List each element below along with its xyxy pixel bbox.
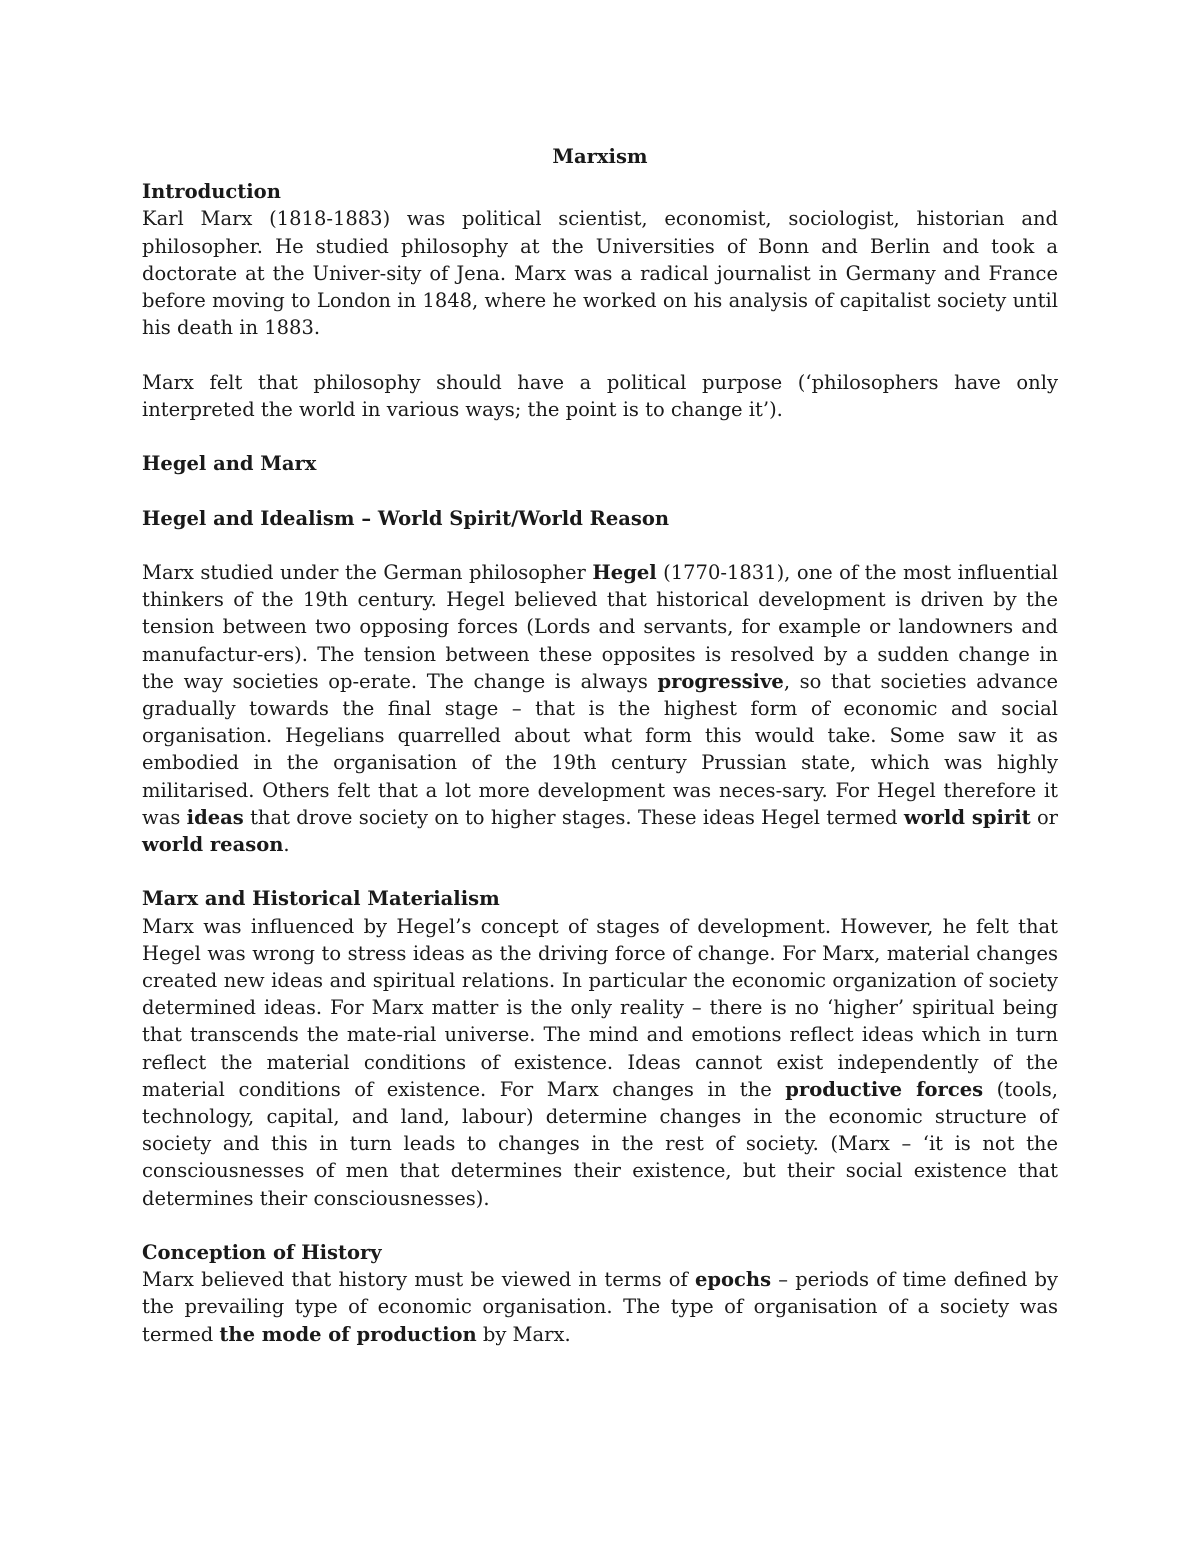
spacer <box>142 423 1058 450</box>
text-run: (tools, technology, capital, and land, labour) determine changes in the economic structure of society and this in turn leads to changes in the rest of society. (Marx – ‘it is not the consciousnesses of men that determines their existence, but their social existence that determines their consciousnesses). <box>142 1077 1058 1210</box>
bold-term-mode-of-production: the mode of production <box>219 1322 477 1346</box>
paragraph-hegel-idealism <box>142 559 1058 858</box>
section-heading-introduction: Introduction <box>142 180 281 204</box>
bold-term-productive-forces: productive forces <box>785 1077 984 1101</box>
section-heading-historical-materialism: Marx and Historical Materialism <box>142 887 500 911</box>
text-run: , so that societies advance gradually towards the final stage – that is the highest form of economic and social organisation. Hegelians quarrelled about what form this would take. Some saw it as embodied in the organisation of the 19th century Prussian state, which was highly militarised. Others felt that a lot more development was neces-sary. For Hegel therefore it was <box>142 669 1058 829</box>
spacer <box>142 1212 1058 1239</box>
paragraph-historical-materialism <box>142 913 1058 1212</box>
text-run: that drove society on to higher stages. These ideas Hegel termed <box>243 805 904 829</box>
text-run: Marx was influenced by Hegel’s concept of stages of development. However, he felt that Hegel was wrong to stress ideas as the driving force of change. For Marx, material changes created new ideas and spiritual relations. In particular the economic organization of society determined ideas. For Marx matter is the only reality – there is no ‘higher’ spiritual being that transcends the mate-rial universe. The mind and emotions reflect ideas which in turn reflect the material conditions of existence. Ideas cannot exist independently of the material conditions of existence. For Marx changes in the <box>142 914 1058 1101</box>
bold-term-progressive: progressive <box>657 669 784 693</box>
paragraph-introduction-1: Karl Marx (1818-1883) was political scientist, economist, sociologist, historian and philosopher. He studied philosophy at the Universities of Bonn and Berlin and took a doctorate at the Univer-sity of Jena. Marx was a radical journalist in Germany and France before moving to London in 1848, where he worked on his analysis of capitalist society until his death in 1883. <box>142 207 1058 340</box>
paragraph-introduction-2: Marx felt that philosophy should have a political purpose (‘philosophers have only interpreted the world in various ways; the point is to change it’). <box>142 370 1058 421</box>
paragraph-conception-of-history <box>142 1266 1058 1348</box>
text-run: . <box>283 833 290 857</box>
text-run: Marx studied under the German philosopher <box>142 560 593 584</box>
text-run: by Marx. <box>476 1322 571 1346</box>
spacer <box>142 170 1058 178</box>
document-page <box>142 143 1058 1348</box>
section-heading-conception-of-history: Conception of History <box>142 1241 382 1265</box>
bold-term-hegel: Hegel <box>592 560 657 584</box>
bold-term-ideas: ideas <box>186 805 244 829</box>
text-run: (1770-1831), one of the most influential thinkers of the 19th century. Hegel believed that historical development is driven by the tension between two opposing forces (Lords and servants, for example or landowners and manufactur-ers). The tension between these opposites is resolved by a sudden change in the way societies op-erate. The change is always <box>142 560 1058 693</box>
text-run: Marx believed that history must be viewed in terms of <box>142 1268 695 1292</box>
document-title: Marxism <box>552 145 648 168</box>
spacer <box>142 341 1058 368</box>
bold-term-epochs: epochs <box>694 1268 772 1292</box>
text-run: or <box>1030 805 1059 829</box>
text-run: – periods of time defined by the prevailing type of economic organisation. The type of organisation of a society was termed <box>142 1268 1058 1346</box>
bold-term-world-reason: world reason <box>142 833 284 857</box>
spacer <box>142 532 1058 559</box>
bold-term-world-spirit: world spirit <box>903 805 1031 829</box>
section-heading-hegel-idealism: Hegel and Idealism – World Spirit/World Reason <box>142 506 670 530</box>
spacer <box>142 858 1058 885</box>
section-heading-hegel-and-marx: Hegel and Marx <box>142 452 317 476</box>
spacer <box>142 477 1058 504</box>
